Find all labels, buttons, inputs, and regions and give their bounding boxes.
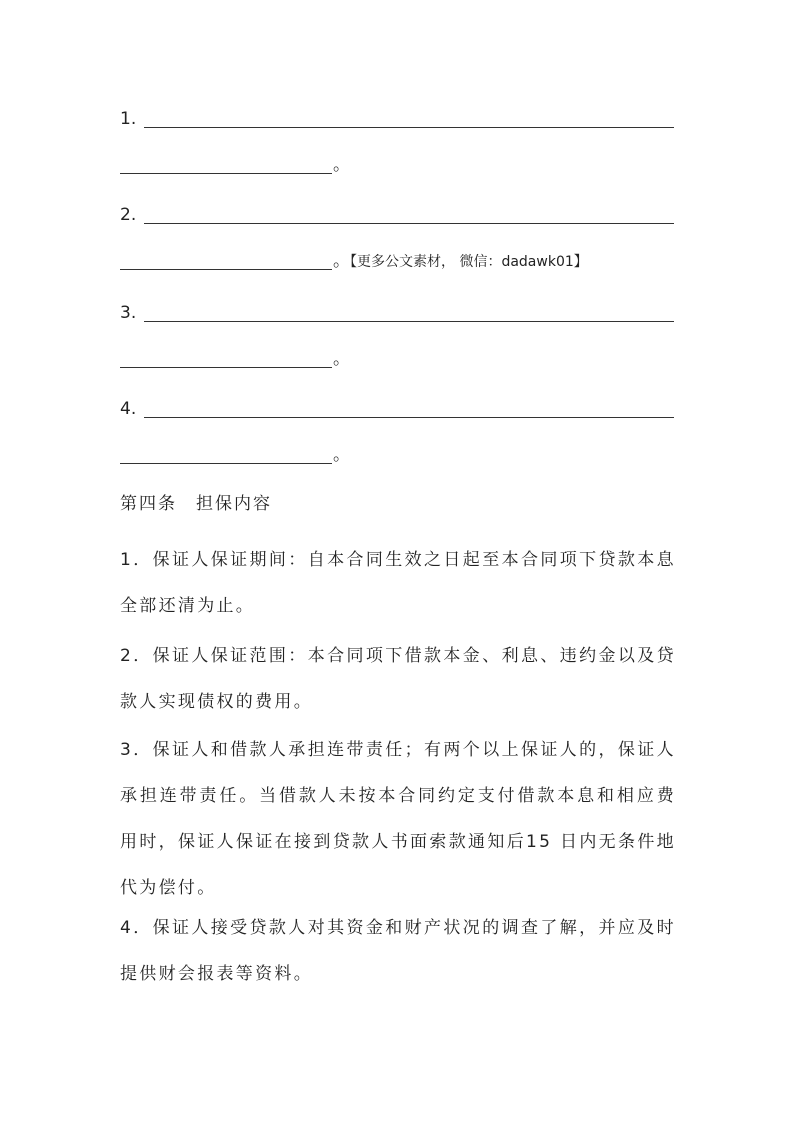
article-title: 第四条 担保内容: [120, 494, 272, 514]
blank-item-end: 。: [333, 251, 350, 271]
blank-fill-line: [144, 204, 674, 224]
blank-item-end: 。: [333, 445, 350, 465]
clause-3: [120, 727, 676, 911]
blank-item-number: 2.: [120, 205, 137, 225]
clause-number: 1．: [120, 550, 153, 570]
clause-text: 保证人保证范围：本合同项下借款本金、利息、违约金以及贷款人实现债权的费用。: [120, 646, 676, 712]
clause-number: 2．: [120, 646, 153, 666]
clause-text: 保证人和借款人承担连带责任；有两个以上保证人的，保证人承担连带责任。当借款人未按本合同约定支付借款本息和相应费用时，保证人保证在接到贷款人书面索款通知后15 日内无条件地代为偿付。: [120, 740, 676, 898]
blank-fill-line: [120, 444, 332, 464]
blank-fill-line: [120, 348, 332, 368]
clause-2: [120, 633, 676, 725]
blank-fill-line: [144, 398, 674, 418]
clause-4: [120, 905, 676, 997]
blank-item-end: 。: [333, 349, 350, 369]
blank-fill-line: [144, 302, 674, 322]
clause-number: 4．: [120, 918, 153, 938]
clause-text: 保证人接受贷款人对其资金和财产状况的调查了解，并应及时提供财会报表等资料。: [120, 918, 676, 984]
blank-fill-line: [120, 154, 332, 174]
blank-item-end: 。: [333, 155, 350, 175]
blank-item-number: 4.: [120, 399, 137, 419]
clause-number: 3．: [120, 740, 153, 760]
blank-item-number: 3.: [120, 303, 137, 323]
blank-fill-line: [120, 250, 332, 270]
blank-item-number: 1.: [120, 109, 137, 129]
clause-text: 保证人保证期间：自本合同生效之日起至本合同项下贷款本息全部还清为止。: [120, 550, 676, 616]
clause-1: [120, 537, 676, 629]
promo-note: 【更多公文素材， 微信：dadawk01】: [350, 254, 588, 270]
blank-fill-line: [144, 108, 674, 128]
